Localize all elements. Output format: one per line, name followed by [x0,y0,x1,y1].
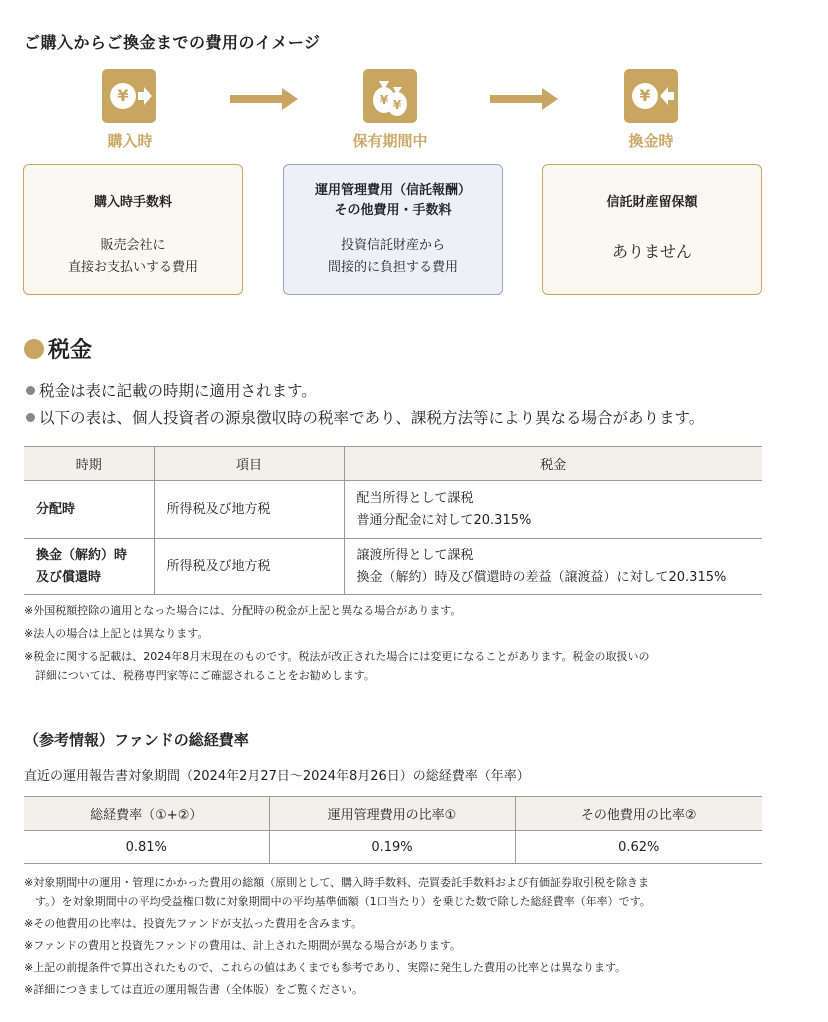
ratio-value-total: 0.81% [24,831,269,864]
tax-item-cell: 所得税及び地方税 [154,481,344,539]
tax-table [24,446,762,595]
tax-table-header: 項目 [154,447,344,481]
flow-label-holding: 保有期間中 [352,132,428,150]
card-title: 購入時手数料 [93,195,172,210]
tax-heading [24,333,92,364]
yen-arrow-in-icon [624,69,678,123]
tax-rate-cell: 配当所得として課税 普通分配金に対して20.315% [344,481,762,539]
card-title: その他費用・手数料 [334,203,452,218]
tax-heading-text: 税金 [48,338,93,363]
expense-ratio-table [24,796,762,864]
tax-bullet [26,379,317,401]
svg-text:¥: ¥ [639,86,651,105]
tax-period-cell: 分配時 [24,481,154,539]
reference-note: ※その他費用の比率は、投資先ファンドが支払った費用を含みます。 [24,917,363,930]
purchase-fee-card [23,164,243,295]
cost-image-title: ご購入からご換金までの費用のイメージ [24,33,321,52]
reference-note: す。）を対象期間中の平均受益権口数に対象期間中の平均基準価額（1口当たり）を乗じた数で除した総経費率（年率）です。 [24,895,651,908]
card-desc: 販売会社に [100,238,166,253]
yen-arrow-out-icon [102,69,156,123]
tax-table-header: 税金 [344,447,762,481]
tax-note: ※税金に関する記載は、2024年8月末現在のものです。税法が改正された場合には変更になることがあります。税金の取扱いの [24,650,650,663]
ratio-table-header: 総経費率（①+②） [24,797,269,831]
bullet-dot-icon [26,413,35,422]
svg-text:¥: ¥ [379,93,389,107]
bullet-dot-icon [26,386,35,395]
tax-bullet [26,406,704,428]
reference-note: ※詳細につきましては直近の運用報告書（全体版）をご覧ください。 [24,983,363,996]
holding-cost-card [283,164,503,295]
flow-arrow-icon [230,88,300,110]
yen-money-bags-icon [363,69,417,123]
tax-bullet-text: 税金は表に記載の時期に適用されます。 [39,382,317,400]
bullet-circle-icon [24,339,44,359]
card-desc: 投資信託財産から [340,238,445,253]
card-title: 信託財産留保額 [606,195,698,210]
tax-note: ※外国税額控除の適用となった場合には、分配時の税金が上記と異なる場合があります。 [24,604,462,617]
reference-note: ※ファンドの費用と投資先ファンドの費用は、計上された期間が異なる場合があります。 [24,939,461,952]
ratio-value-other: 0.62% [515,831,762,864]
tax-note: 詳細については、税務専門家等にご確認されることをお勧めします。 [24,669,375,682]
table-row [24,831,762,864]
trust-reserve-card [542,164,762,295]
tax-bullet-text: 以下の表は、個人投資者の源泉徴収時の税率であり、課税方法等により異なる場合があります。 [39,409,705,427]
reference-subtitle: 直近の運用報告書対象期間（2024年2月27日～2024年8月26日）の総経費率（年率） [24,769,530,784]
tax-table-header: 時期 [24,447,154,481]
reference-title: （参考情報）ファンドの総経費率 [24,731,249,749]
flow-label-redemption: 換金時 [628,132,674,150]
tax-rate-cell: 譲渡所得として課税 換金（解約）時及び償還時の差益（譲渡益）に対して20.315% [344,539,762,595]
tax-note: ※法人の場合は上記とは異なります。 [24,627,209,640]
card-desc: 間接的に負担する費用 [327,260,458,275]
table-row [24,539,762,595]
svg-text:¥: ¥ [117,86,129,105]
reference-note: ※上記の前提条件で算出されたもので、これらの値はあくまでも参考であり、実際に発生した費用の比率とは異なります。 [24,961,627,974]
tax-item-cell: 所得税及び地方税 [154,539,344,595]
flow-label-purchase: 購入時 [107,132,153,150]
svg-text:¥: ¥ [392,98,402,112]
card-desc: 直接お支払いする費用 [67,260,198,275]
tax-period-cell: 換金（解約）時 及び償還時 [24,539,154,595]
flow-arrow-icon [490,88,560,110]
ratio-table-header: その他費用の比率② [515,797,762,831]
ratio-table-header: 運用管理費用の比率① [269,797,515,831]
card-title: 運用管理費用（信託報酬） [314,183,471,198]
reference-note: ※対象期間中の運用・管理にかかった費用の総額（原則として、購入時手数料、売買委託手数料および有価証券取引税を除きま [24,876,649,889]
table-row [24,481,762,539]
card-desc: ありません [611,242,692,261]
ratio-value-management: 0.19% [269,831,515,864]
